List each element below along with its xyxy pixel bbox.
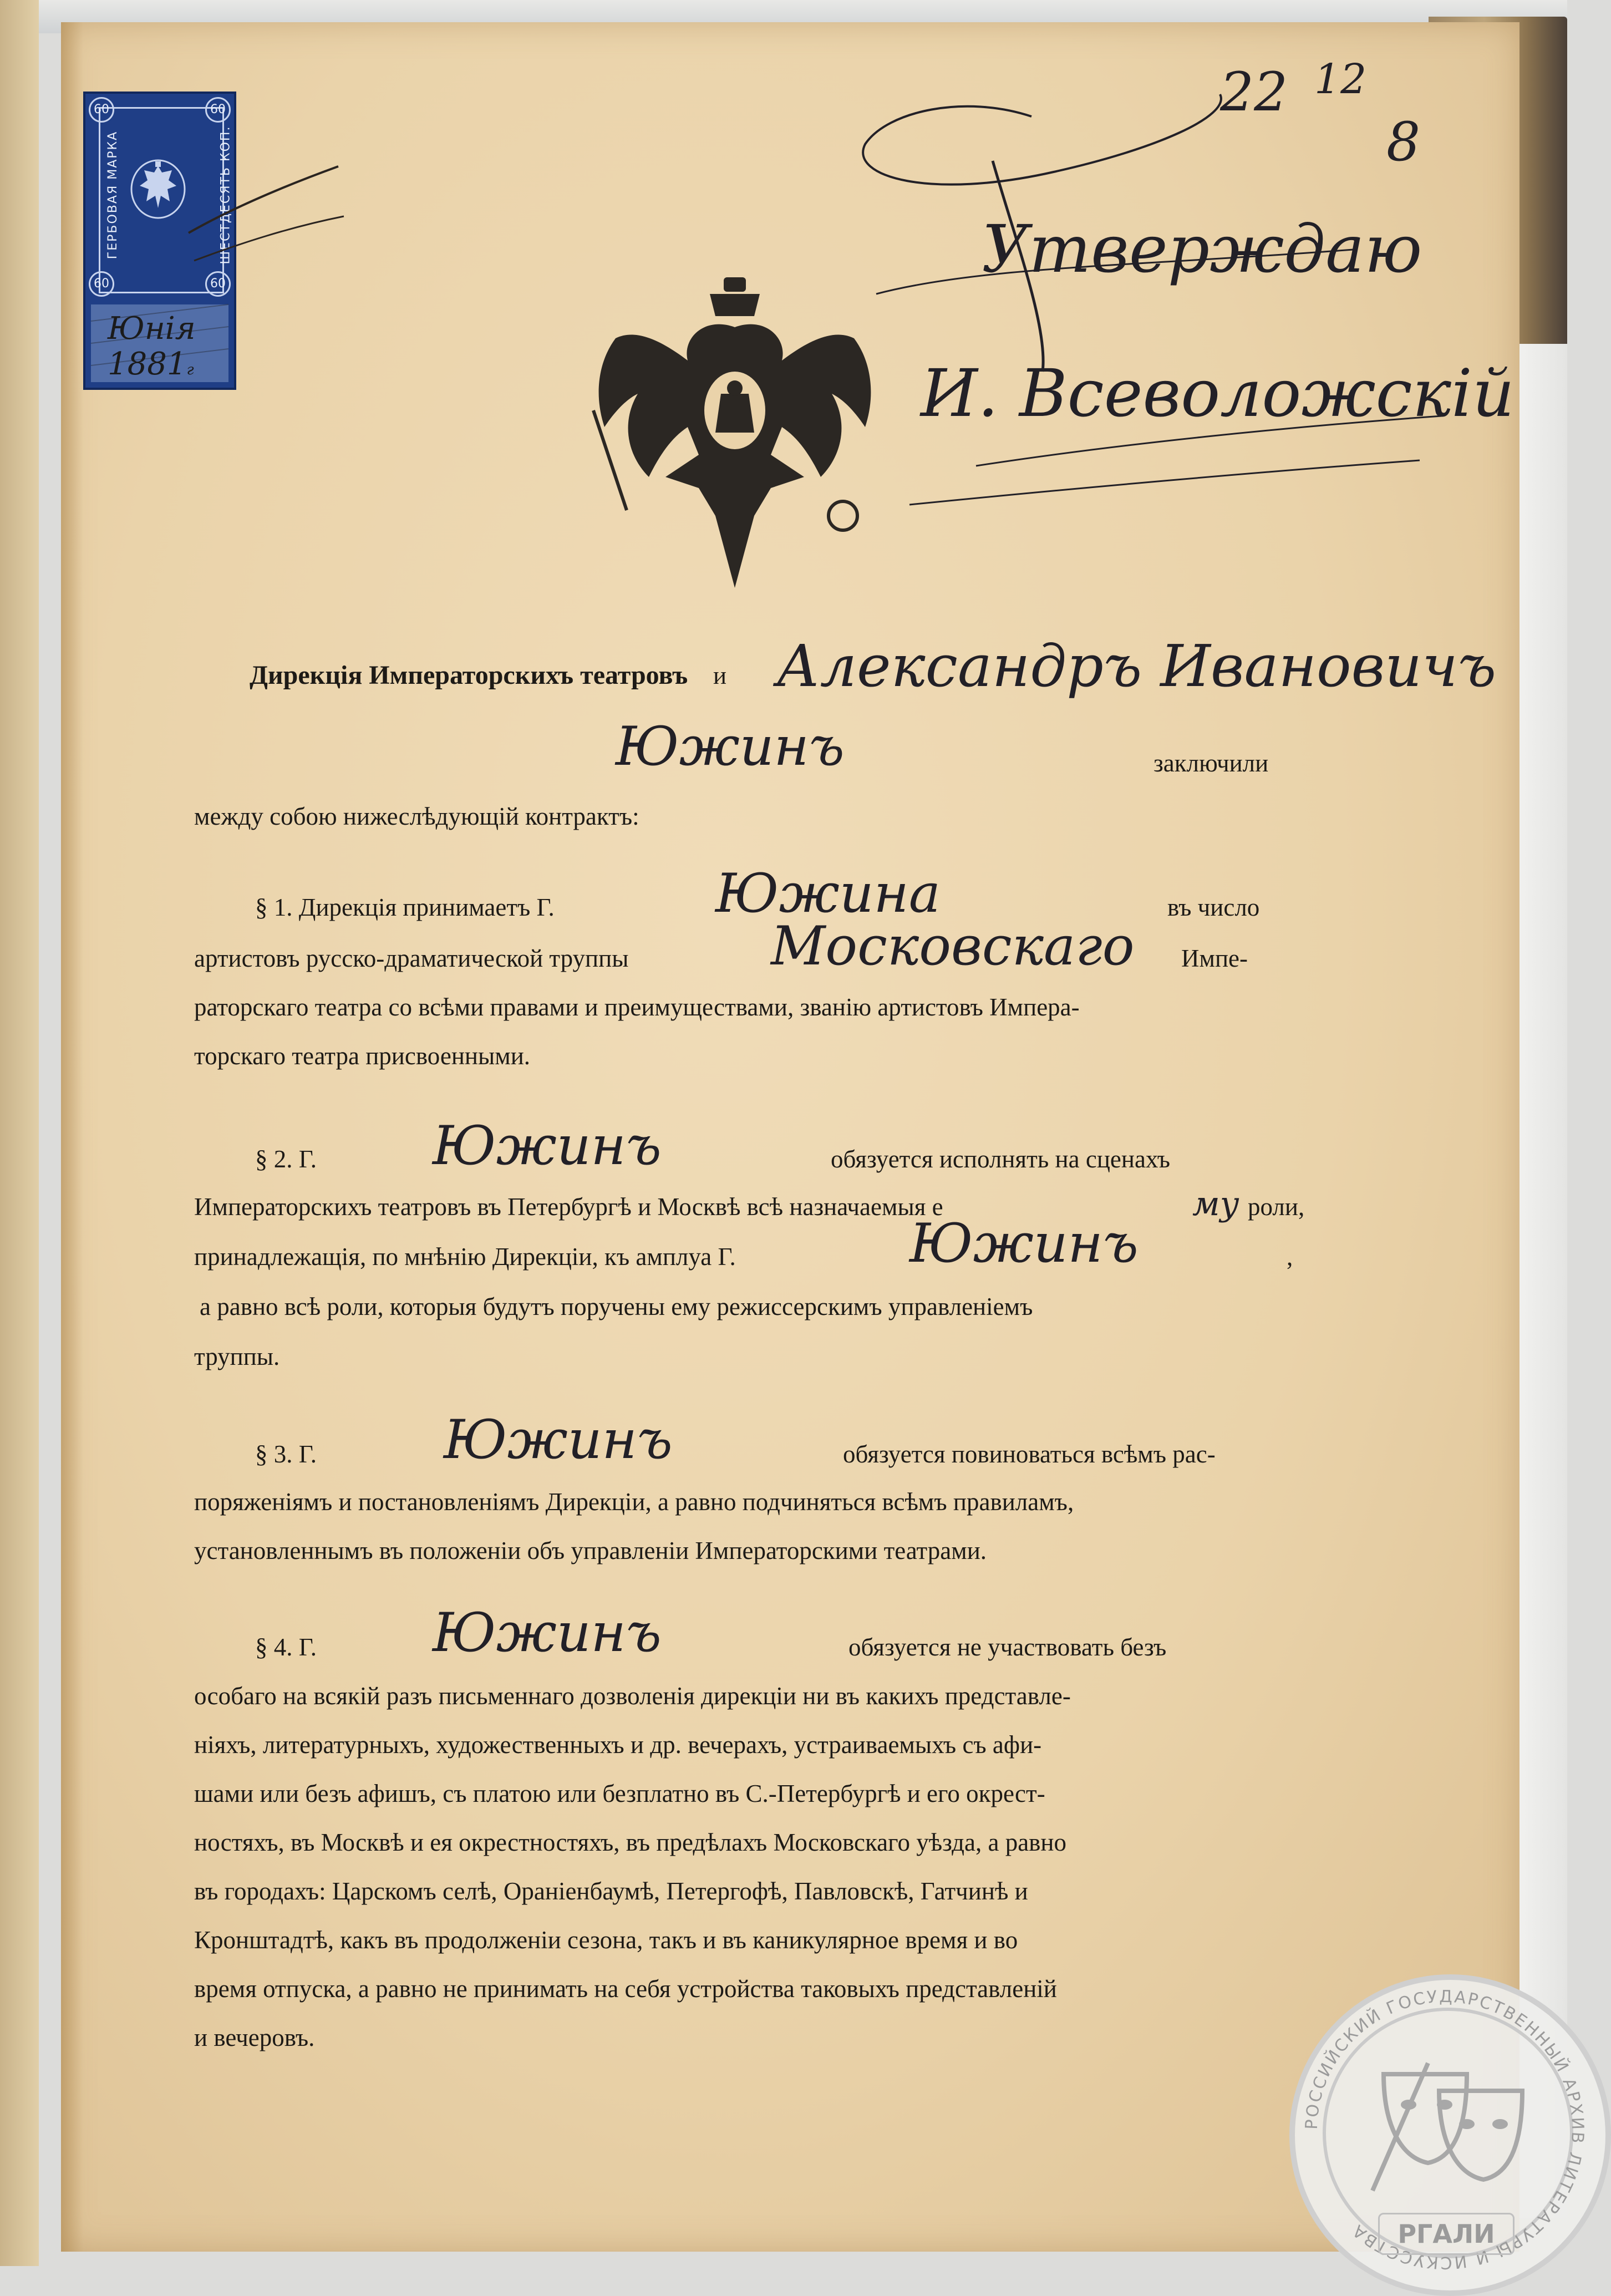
stamp-cancel-year: 1881 (108, 346, 187, 382)
intro-and: и (713, 662, 727, 689)
p4-name-handwritten: Южинъ (433, 1602, 662, 1664)
imperial-eagle-icon (577, 277, 893, 588)
p4-line3: ніяхъ, литературныхъ, художественныхъ и др. вечерахъ, устраиваемыхъ съ афи- (194, 1731, 1042, 1759)
p2-line4: а равно всѣ роли, которыя будутъ поручены ему режиссерскимъ управленіемъ (200, 1293, 1033, 1320)
white-sheet-edge (1512, 344, 1567, 2218)
stamp-right-text: ШЕСТДЕСЯТЬ КОП. (218, 125, 233, 265)
seal-abbr: РГАЛИ (1378, 2213, 1515, 2255)
p2-line3-end: , (1287, 1243, 1293, 1271)
p1-after-name: въ число (1167, 893, 1260, 921)
p2-line5: труппы. (194, 1343, 280, 1370)
party-surname-handwritten: Южинъ (616, 715, 845, 778)
stamp-value-label: 60 (205, 271, 231, 297)
p1-line4: торскаго театра присвоенными. (194, 1042, 531, 1070)
archive-seal (1289, 1974, 1611, 2296)
p4-line6: въ городахъ: Царскомъ селѣ, Ораніенбаумѣ, Петергофѣ, Павловскѣ, Гатчинѣ и (194, 1877, 1028, 1905)
p2-name-handwritten: Южинъ (433, 1115, 662, 1177)
registry-sub: 12 (1314, 55, 1367, 103)
registry-mark: 8 (1386, 111, 1421, 173)
approval-flourish (843, 83, 1486, 516)
p2-line2-start: Императорскихъ театровъ въ Петербургѣ и Москвѣ всѣ назначаемыя е (194, 1193, 943, 1221)
folder-left-edge (0, 0, 39, 2266)
stamp-value-label: 60 (205, 97, 231, 123)
stamp-cancel-year-line (108, 347, 196, 388)
p4-line4: шами или безъ афишъ, съ платою или безплатно въ С.-Петербургѣ и его окрест- (194, 1780, 1045, 1807)
stamp-cancel-text (108, 311, 196, 388)
p4-lead: § 4. Г. (255, 1633, 317, 1661)
approval-line-1: Утверждаю (982, 211, 1422, 287)
p4-line5: ностяхъ, въ Москвѣ и ея окрестностяхъ, въ предѣлахъ Московскаго уѣзда, а равно (194, 1828, 1067, 1856)
between-text: между собою нижеслѣдующій контрактъ: (194, 802, 639, 830)
p1-line2-start: артистовъ русско-драматической труппы (194, 944, 629, 972)
stamp-value-label: 60 (89, 271, 114, 297)
p4-line9: и вечеровъ. (194, 2024, 315, 2051)
p2-lead: § 2. Г. (255, 1145, 317, 1173)
approval-signature: И. Всеволожскій (921, 355, 1515, 431)
theatre-masks-icon (1361, 2052, 1528, 2202)
p4-line7: Кронштадтѣ, какъ въ продолженіи сезона, такъ и въ каникулярное время и во (194, 1926, 1018, 1954)
p4-line8: время отпуска, а равно не принимать на себя устройства таковыхъ представленій (194, 1975, 1057, 2003)
stamp-cancel-year-suffix: г (186, 362, 194, 378)
intro-directorate: Дирекція Императорскихъ театровъ (250, 661, 688, 690)
stamp-left-text: ГЕРБОВАЯ МАРКА (106, 130, 120, 260)
svg-text:РОССИЙСКИЙ ГОСУДАРСТВЕННЫЙ АРХ: РОССИЙСКИЙ ГОСУДАРСТВЕННЫЙ АРХИВ ЛИТЕРАТУРЫ И ИСКУССТВА (1302, 1987, 1588, 2273)
p2-line2-end: роли, (1248, 1193, 1305, 1221)
p4-line1-end: обязуется не участвовать безъ (848, 1633, 1167, 1661)
p2-line1-end: обязуется исполнять на сценахъ (831, 1145, 1170, 1173)
paper-shadow (61, 22, 83, 2252)
registry-number: 22 (1220, 61, 1288, 123)
stamp-cancel-month: Юнія (108, 311, 196, 347)
p2-amplua-name-handwritten: Южинъ (909, 1212, 1139, 1274)
p3-lead: § 3. Г. (255, 1440, 317, 1468)
p4-line2: особаго на всякій разъ письменнаго дозволенія дирекціи ни въ какихъ представле- (194, 1682, 1071, 1710)
p1-troupe-handwritten: Московскаго (771, 915, 1135, 977)
p3-name-handwritten: Южинъ (444, 1409, 673, 1471)
p3-line1-end: обязуется повиноваться всѣмъ рас- (843, 1440, 1216, 1468)
party-name-handwritten: Александръ Ивановичъ (776, 632, 1497, 700)
p1-lead: § 1. Дирекція принимаетъ Г. (255, 893, 555, 921)
p2-line3-start: принадлежащія, по мнѣнію Дирекціи, къ амплуа Г. (194, 1243, 736, 1271)
stamp-cancel-stroke (183, 155, 349, 299)
p1-line3: раторскаго театра со всѣми правами и преимуществами, званію артистовъ Импера- (194, 993, 1080, 1021)
stamp-value-label: 60 (89, 97, 114, 123)
stamp-eagle-icon (128, 155, 189, 221)
p1-line2-end: Импе- (1181, 944, 1248, 972)
p3-line3: установленнымъ въ положеніи объ управленіи Императорскими театрами. (194, 1537, 987, 1564)
concluded-text: заключили (1153, 749, 1269, 777)
p2-insert-handwritten: му (1192, 1185, 1239, 1223)
p1-name-handwritten: Южина (715, 862, 941, 925)
p3-line2: поряженіямъ и постановленіямъ Дирекціи, а равно подчиняться всѣмъ правиламъ, (194, 1488, 1074, 1516)
